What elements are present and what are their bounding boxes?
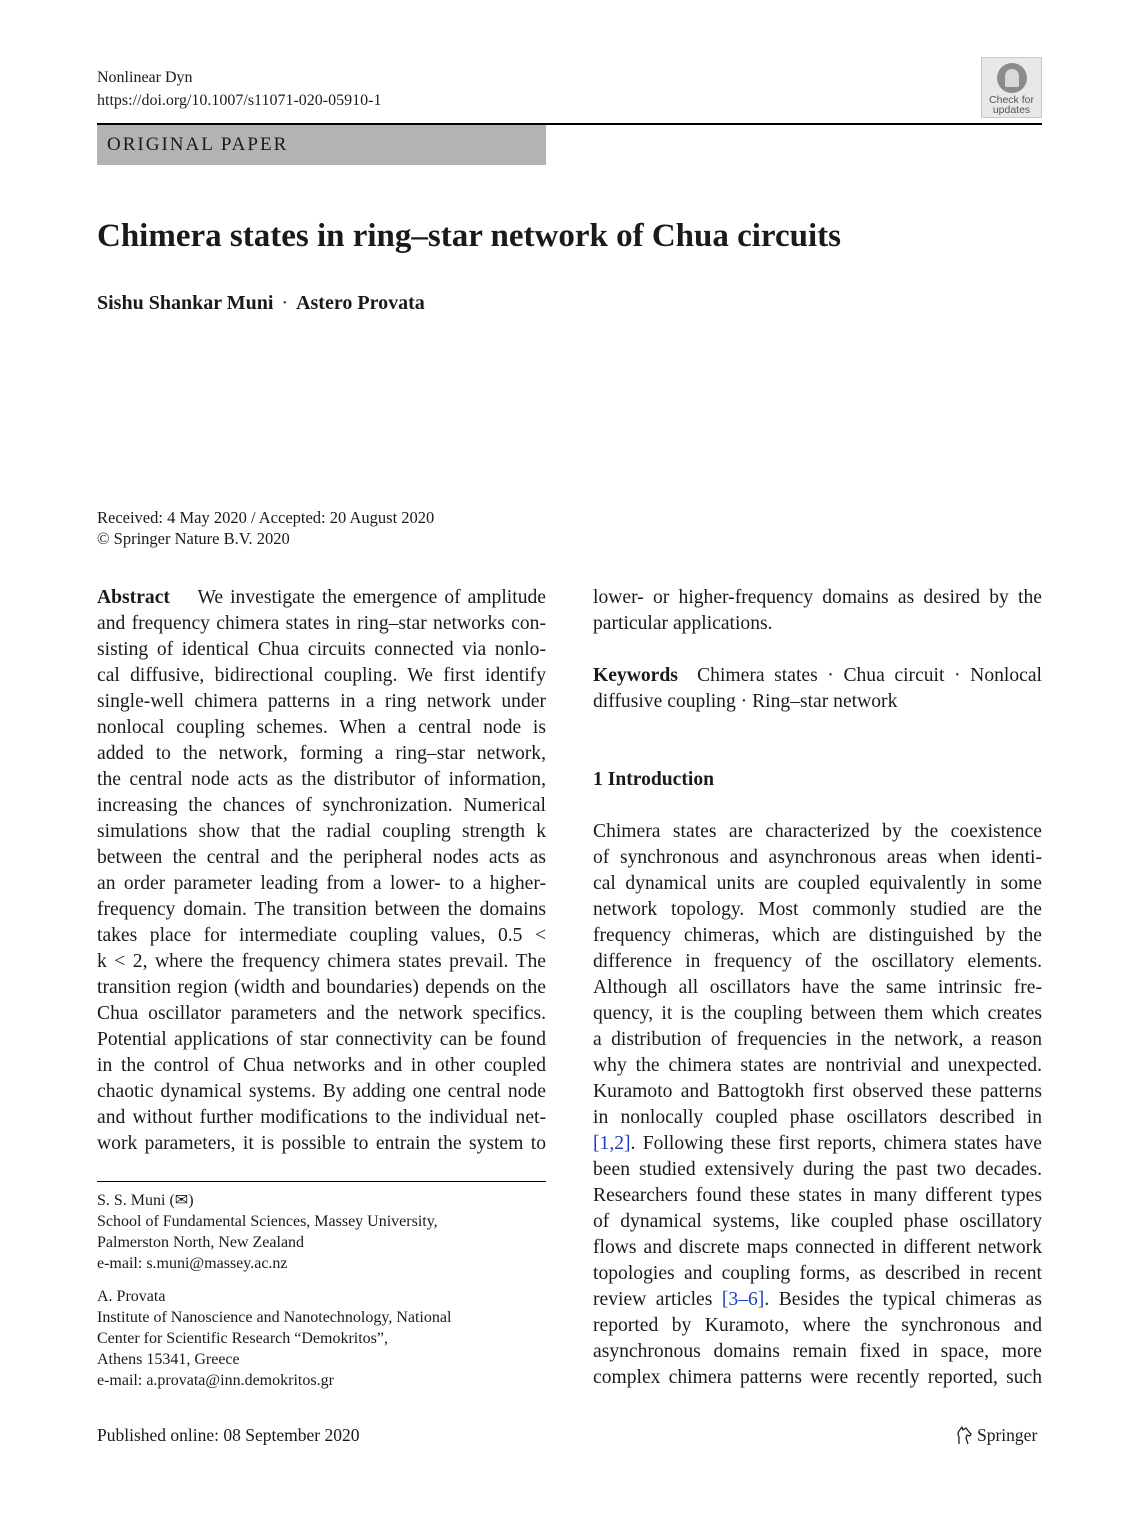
abstract-line: k < 2, where the frequency chimera states prevail. The (97, 951, 546, 972)
abstract-line: lower- or higher-frequency domains as desired by the (593, 587, 1042, 608)
abstract-line: single-well chimera patterns in a ring network under (97, 691, 546, 712)
intro-line: in nonlocally coupled phase oscillators described in (593, 1107, 1042, 1128)
abstract-line: in the control of Chua networks and in other coupled (97, 1055, 546, 1076)
intro-line: Kuramoto and Battogtokh first observed these patterns (593, 1081, 1042, 1102)
keywords-line: diffusive coupling · Ring–star network (593, 691, 898, 712)
abstract-line: frequency domain. The transition between the domains (97, 899, 546, 920)
abstract-heading: Abstract (97, 587, 170, 608)
intro-line: quency, it is the coupling between them which creates (593, 1003, 1042, 1024)
article-type-badge: ORIGINAL PAPER (97, 125, 546, 165)
affiliation-author: S. S. Muni (✉) (97, 1192, 194, 1209)
copyright: © Springer Nature B.V. 2020 (97, 529, 290, 548)
abstract-line: particular applications. (593, 613, 773, 634)
intro-line: Researchers found these states in many different types (593, 1185, 1042, 1206)
check-for-updates-badge[interactable] (981, 57, 1042, 118)
intro-line: Although all oscillators have the same intrinsic fre- (593, 977, 1042, 998)
abstract-line: Chua oscillator parameters and the network specifics. (97, 1003, 546, 1024)
abstract-line: simulations show that the radial coupling strength k (97, 821, 546, 842)
intro-line: why the chimera states are nontrivial and unexpected. (593, 1055, 1042, 1076)
abstract-line: between the central and the peripheral nodes acts as (97, 847, 546, 868)
intro-line: topologies and coupling forms, as described in recent (593, 1263, 1042, 1284)
affiliation-author: A. Provata (97, 1288, 166, 1305)
doi-link[interactable]: https://doi.org/10.1007/s11071-020-05910-1 (97, 92, 382, 109)
abstract-line: Potential applications of star connectivity can be found (97, 1029, 546, 1050)
intro-line: a distribution of frequencies in the network, a reason (593, 1029, 1042, 1050)
citation-link[interactable]: [3–6] (721, 1289, 765, 1310)
footnote-rule (97, 1181, 546, 1182)
abstract-line: and frequency chimera states in ring–star networks con- (97, 613, 546, 634)
intro-line: review articles [3–6]. Besides the typical chimeras as (593, 1289, 1042, 1310)
abstract-line: work parameters, it is possible to entrain the system to (97, 1133, 546, 1154)
abstract-line: takes place for intermediate coupling values, 0.5 < (97, 925, 546, 946)
affiliation-line: Institute of Nanoscience and Nanotechnology, National (97, 1309, 452, 1326)
section-heading: 1 Introduction (593, 769, 715, 790)
paper-title: Chimera states in ring–star network of Chua circuits (97, 218, 841, 254)
springer-horse-icon (955, 1425, 973, 1445)
intro-line: cal dynamical units are coupled equivalently in some (593, 873, 1042, 894)
author-list (97, 288, 425, 318)
affiliation-line: Center for Scientific Research “Demokritos”, (97, 1330, 388, 1347)
intro-line: reported by Kuramoto, where the synchronous and (593, 1315, 1042, 1336)
author-separator: · (281, 292, 289, 314)
intro-line: [1,2]. Following these first reports, chimera states have (593, 1133, 1042, 1154)
author-name[interactable]: Sishu Shankar Muni (97, 292, 274, 314)
publisher-logo (955, 1423, 1037, 1447)
abstract-line: an order parameter leading from a lower- to a higher- (97, 873, 546, 894)
received-accepted: Received: 4 May 2020 / Accepted: 20 August 2020 (97, 508, 435, 527)
abstract (97, 585, 546, 1157)
abstract-line: transition region (width and boundaries) depends on the (97, 977, 546, 998)
intro-line: been studied extensively during the past two decades. (593, 1159, 1042, 1180)
intro-line: asynchronous domains remain fixed in space, more (593, 1341, 1042, 1362)
abstract-line: increasing the chances of synchronization. Numerical (97, 795, 546, 816)
abstract-line: added to the network, forming a ring–star network, (97, 743, 546, 764)
abstract-line: nonlocal coupling schemes. When a central node is (97, 717, 546, 738)
intro-line: network topology. Most commonly studied are the (593, 899, 1042, 920)
abstract-line: sisting of identical Chua circuits connected via nonlo- (97, 639, 546, 660)
intro-line: flows and discrete maps connected in different network (593, 1237, 1042, 1258)
author-affiliations (97, 1190, 451, 1391)
keywords-line: Keywords Chimera states · Chua circuit · Nonlocal (593, 665, 1042, 686)
abstract-line: Abstract We investigate the emergence of amplitude (97, 587, 546, 608)
intro-line: of synchronous and asynchronous areas when identi- (593, 847, 1042, 868)
abstract-line: cal diffusive, bidirectional coupling. We first identify (97, 665, 546, 686)
citation-link[interactable]: [1,2] (593, 1133, 631, 1154)
published-date: Published online: 08 September 2020 (97, 1425, 360, 1445)
intro-line: Chimera states are characterized by the coexistence (593, 821, 1042, 842)
intro-line: of dynamical systems, like coupled phase oscillatory (593, 1211, 1042, 1232)
keywords-heading: Keywords (593, 665, 678, 686)
email[interactable]: e-mail: a.provata@inn.demokritos.gr (97, 1372, 334, 1389)
intro-line: frequency chimeras, which are distinguished by the (593, 925, 1042, 946)
affiliation-line: School of Fundamental Sciences, Massey University, (97, 1213, 438, 1230)
right-column (593, 585, 1042, 1391)
journal-info (97, 66, 381, 112)
crossmark-text-1: Check for (989, 94, 1034, 106)
journal-name: Nonlinear Dyn (97, 69, 193, 86)
crossmark-text-2: updates (992, 104, 1031, 116)
crossmark-icon (997, 63, 1027, 93)
affiliation-line: Palmerston North, New Zealand (97, 1234, 305, 1251)
email[interactable]: e-mail: s.muni@massey.ac.nz (97, 1255, 288, 1272)
author-name[interactable]: Astero Provata (296, 292, 425, 314)
abstract-line: the central node acts as the distributor of information, (97, 769, 546, 790)
intro-line: difference in frequency of the oscillatory elements. (593, 951, 1042, 972)
publisher-name: Springer (977, 1425, 1038, 1445)
abstract-line: chaotic dynamical systems. By adding one central node (97, 1081, 546, 1102)
affiliation-line: Athens 15341, Greece (97, 1351, 240, 1368)
article-dates (97, 507, 434, 549)
intro-line: complex chimera patterns were recently reported, such (593, 1367, 1042, 1388)
abstract-line: and without further modifications to the individual net- (97, 1107, 546, 1128)
